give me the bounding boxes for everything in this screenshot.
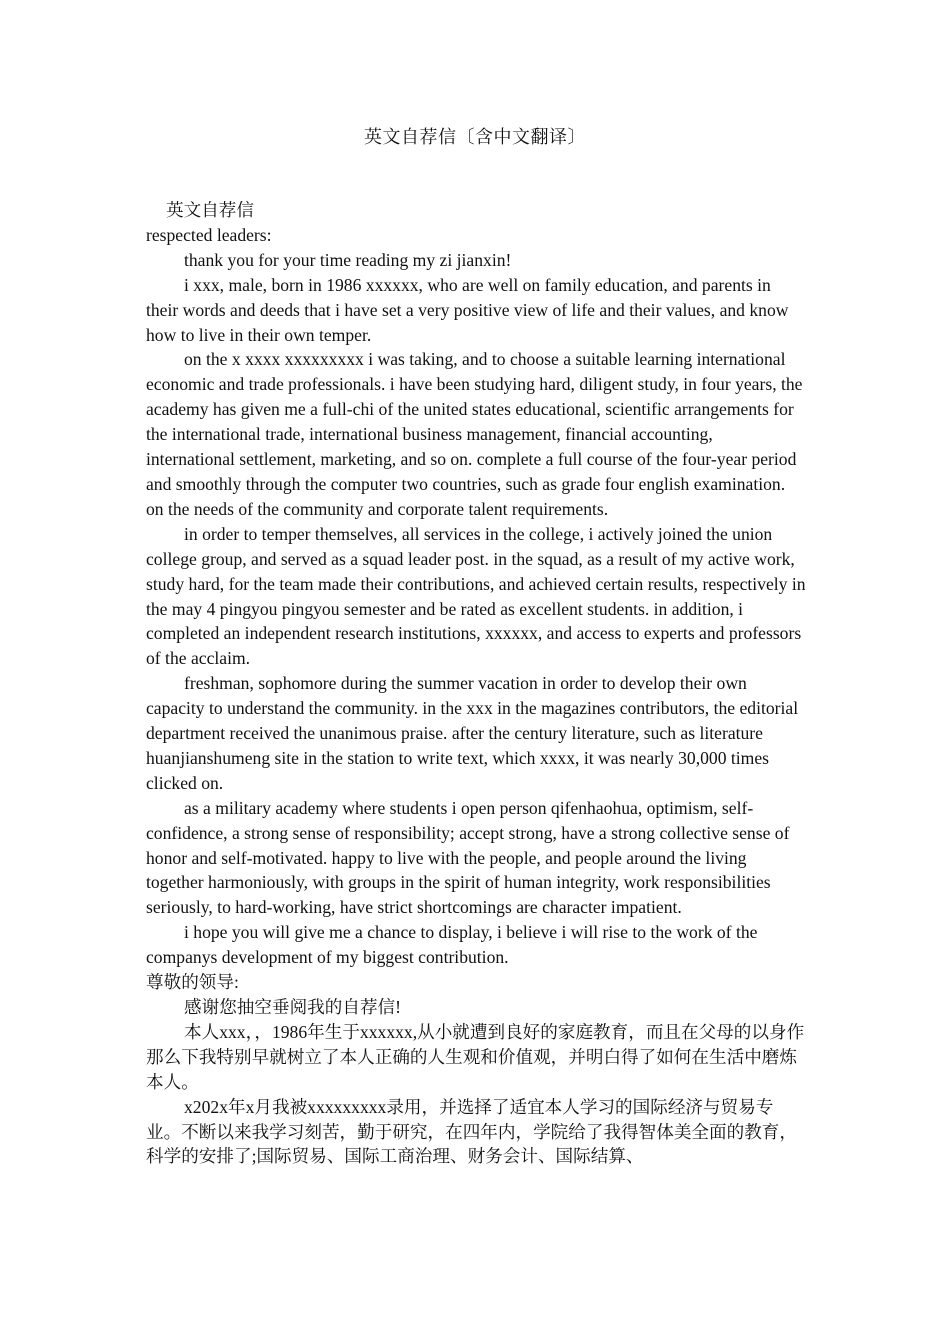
chinese-paragraph: 感谢您抽空垂阅我的自荐信!: [184, 997, 401, 1017]
chinese-salutation: 尊敬的领导:: [146, 972, 239, 993]
document-body: [146, 198, 806, 1169]
document-title: 英文自荐信〔含中文翻译〕: [364, 127, 586, 147]
english-salutation: respected leaders:: [146, 224, 272, 245]
english-paragraph: i xxx, male, born in 1986 xxxxxx, who are well on family education, and parents in their words and deeds that i have set a very positive view of life and their values, and know how to live in their own temper.: [146, 274, 789, 345]
english-paragraph: thank you for your time reading my zi jianxin!: [184, 249, 512, 270]
english-section-heading: 英文自荐信: [166, 200, 254, 220]
english-paragraph: i hope you will give me a chance to display, i believe i will rise to the work of the companys development of my biggest contribution.: [146, 922, 758, 968]
chinese-paragraph: x202x年x月我被xxxxxxxxx录用，并选择了适宜本人学习的国际经济与贸易专业。不断以来我学习刻苦，勤于研究，在四年内，学院给了我得智体美全面的教育，科学的安排了;国际贸易、国际工商治理、财务会计、国际结算、: [146, 1096, 797, 1167]
english-paragraph: on the x xxxx xxxxxxxxx i was taking, and to choose a suitable learning international economic and trade professionals. i have been studying hard, diligent study, in four years, the academy has given me a full-chi of the united states educational, scientific arrangements for the international trade, international business management, financial accounting, international settlement, marketing, and so on. complete a full course of the four-year period and smoothly through the computer two countries, such as grade four english examination. on the needs of the community and corporate talent requirements.: [146, 349, 803, 519]
english-paragraph: as a military academy where students i open person qifenhaohua, optimism, self-confidence, a strong sense of responsibility; accept strong, have a strong collective sense of honor and self-motivated. happy to live with the people, and people around the living together harmoniously, with groups in the spirit of human integrity, work responsibilities seriously, to hard-working, have strict shortcomings are character impatient.: [146, 797, 790, 918]
english-paragraph: in order to temper themselves, all services in the college, i actively joined the union college group, and served as a squad leader post. in the squad, as a result of my active work, study hard, for the team made their contributions, and achieved certain results, respectively in the may 4 pingyou pingyou semester and be rated as excellent students. in addition, i completed an independent research institutions, xxxxxx, and access to experts and professors of the acclaim.: [146, 523, 806, 669]
chinese-paragraph: 本人xxx，，1986年生于xxxxxx,从小就遭到良好的家庭教育，而且在父母的以身作那么下我特别早就树立了本人正确的人生观和价值观，并明白得了如何在生活中磨炼本人。: [146, 1021, 805, 1092]
english-paragraph: freshman, sophomore during the summer vacation in order to develop their own capacity to understand the community. in the xxx in the magazines contributors, the editorial department received the unanimous praise. after the century literature, such as literature huanjianshumeng site in the station to write text, which xxxx, it was nearly 30,000 times clicked on.: [146, 673, 799, 793]
